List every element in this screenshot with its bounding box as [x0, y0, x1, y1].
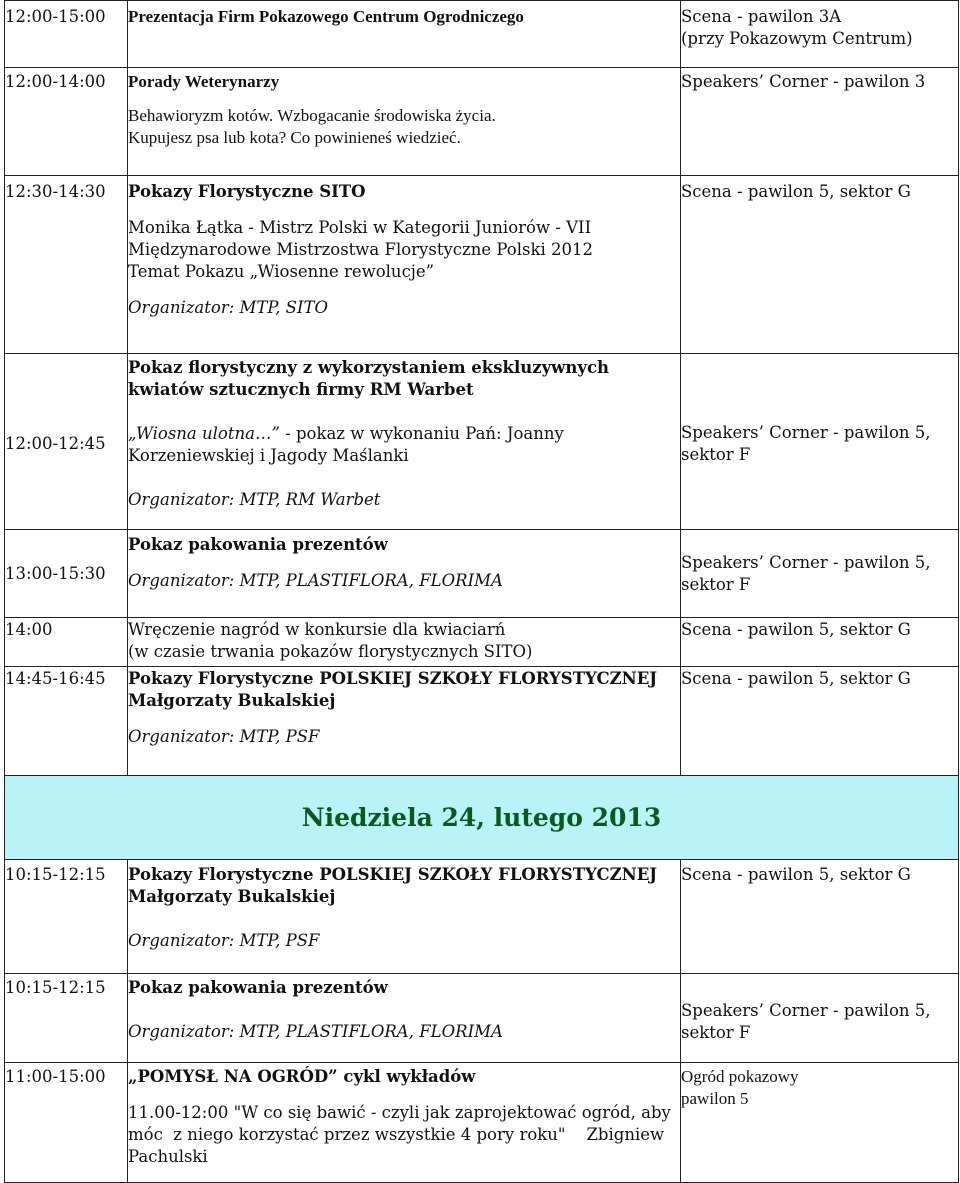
- event-location-detail: sektor F: [681, 574, 751, 594]
- event-description: Pachulski: [128, 1147, 208, 1166]
- schedule-table: [4, 0, 959, 1183]
- table-row: [5, 1063, 959, 1183]
- event-title: Pokaz pakowania prezentów: [128, 535, 388, 554]
- event-title: Pokaz pakowania prezentów: [128, 978, 388, 997]
- event-description: Behawioryzm kotów. Wzbogacanie środowiska życia.: [128, 106, 496, 125]
- event-organizer: Organizator: MTP, PSF: [128, 727, 320, 746]
- event-title: Małgorzaty Bukalskiej: [128, 691, 336, 710]
- table-row: [5, 1, 959, 68]
- event-time: 12:00-14:00: [5, 72, 106, 91]
- event-description: „Wiosna ulotna…” - pokaz w wykonaniu Pań: Joanny: [128, 424, 564, 443]
- event-time: 14:45-16:45: [5, 669, 106, 688]
- event-location: Speakers’ Corner - pawilon 3: [681, 72, 926, 91]
- event-title: (w czasie trwania pokazów florystycznych SITO): [128, 642, 533, 661]
- day-heading: Niedziela 24, lutego 2013: [5, 776, 959, 860]
- event-time: 12:00-15:00: [5, 7, 106, 26]
- event-title: Małgorzaty Bukalskiej: [128, 887, 336, 906]
- event-title: Prezentacja Firm Pokazowego Centrum Ogrodniczego: [128, 7, 524, 26]
- event-location-detail: sektor F: [681, 1023, 751, 1042]
- event-time: 14:00: [5, 620, 53, 639]
- event-time: 12:00-12:45: [5, 433, 106, 453]
- event-organizer: Organizator: MTP, PSF: [128, 931, 320, 950]
- table-row: [5, 974, 959, 1063]
- event-time: 10:15-12:15: [5, 978, 106, 997]
- event-organizer: Organizator: MTP, PLASTIFLORA, FLORIMA: [128, 571, 503, 590]
- event-description: Kupujesz psa lub kota? Co powinieneś wiedzieć.: [128, 128, 461, 147]
- event-time: 10:15-12:15: [5, 865, 106, 884]
- event-location: Scena - pawilon 5, sektor G: [681, 620, 911, 639]
- event-description: Międzynarodowe Mistrzostwa Florystyczne Polski 2012: [128, 240, 593, 259]
- event-title: Pokazy Florystyczne POLSKIEJ SZKOŁY FLORYSTYCZNEJ: [128, 865, 658, 884]
- event-title: „POMYSŁ NA OGRÓD” cykl wykładów: [128, 1067, 476, 1086]
- show-name: „Wiosna ulotna…”: [128, 424, 280, 443]
- event-location: Scena - pawilon 5, sektor G: [681, 669, 911, 688]
- event-description: 11.00-12:00 "W co się bawić - czyli jak zaprojektować ogród, aby: [128, 1103, 671, 1122]
- day-banner-row: [5, 776, 959, 860]
- table-row: [5, 68, 959, 176]
- table-row: [5, 667, 959, 776]
- event-title: Wręczenie nagród w konkursie dla kwiaciarń: [128, 620, 506, 639]
- event-location: Scena - pawilon 5, sektor G: [681, 182, 911, 201]
- event-location: Speakers’ Corner - pawilon 5,: [681, 552, 931, 572]
- table-row: [5, 176, 959, 354]
- table-row: [5, 618, 959, 667]
- event-time: 12:30-14:30: [5, 182, 106, 201]
- event-location: Scena - pawilon 5, sektor G: [681, 865, 911, 884]
- event-location: Ogród pokazowy: [681, 1067, 799, 1086]
- event-title: Pokazy Florystyczne SITO: [128, 182, 366, 201]
- event-organizer: Organizator: MTP, SITO: [128, 298, 329, 317]
- event-location: Speakers’ Corner - pawilon 5,: [681, 422, 931, 442]
- event-time: 11:00-15:00: [5, 1067, 106, 1086]
- event-organizer: Organizator: MTP, PLASTIFLORA, FLORIMA: [128, 1022, 503, 1041]
- table-row: [5, 354, 959, 530]
- event-title: kwiatów sztucznych firmy RM Warbet: [128, 380, 474, 399]
- event-location-detail: (przy Pokazowym Centrum): [681, 29, 913, 48]
- event-location-detail: pawilon 5: [681, 1089, 749, 1108]
- event-description: Monika Łątka - Mistrz Polski w Kategorii Juniorów - VII: [128, 218, 592, 237]
- event-location: Scena - pawilon 3A: [681, 7, 842, 26]
- event-title: Pokazy Florystyczne POLSKIEJ SZKOŁY FLORYSTYCZNEJ: [128, 669, 658, 688]
- event-description: Temat Pokazu „Wiosenne rewolucje”: [128, 262, 435, 281]
- event-location: Speakers’ Corner - pawilon 5,: [681, 1001, 931, 1020]
- table-row: [5, 530, 959, 618]
- event-organizer: Organizator: MTP, RM Warbet: [128, 490, 381, 509]
- event-time: 13:00-15:30: [5, 563, 106, 583]
- event-location-detail: sektor F: [681, 444, 751, 464]
- event-title: Porady Weterynarzy: [128, 72, 280, 91]
- table-row: [5, 860, 959, 974]
- event-description: Korzeniewskiej i Jagody Maślanki: [128, 446, 409, 465]
- event-title: Pokaz florystyczny z wykorzystaniem ekskluzywnych: [128, 358, 609, 377]
- event-description: móc z niego korzystać przez wszystkie 4 pory roku" Zbigniew: [128, 1125, 665, 1144]
